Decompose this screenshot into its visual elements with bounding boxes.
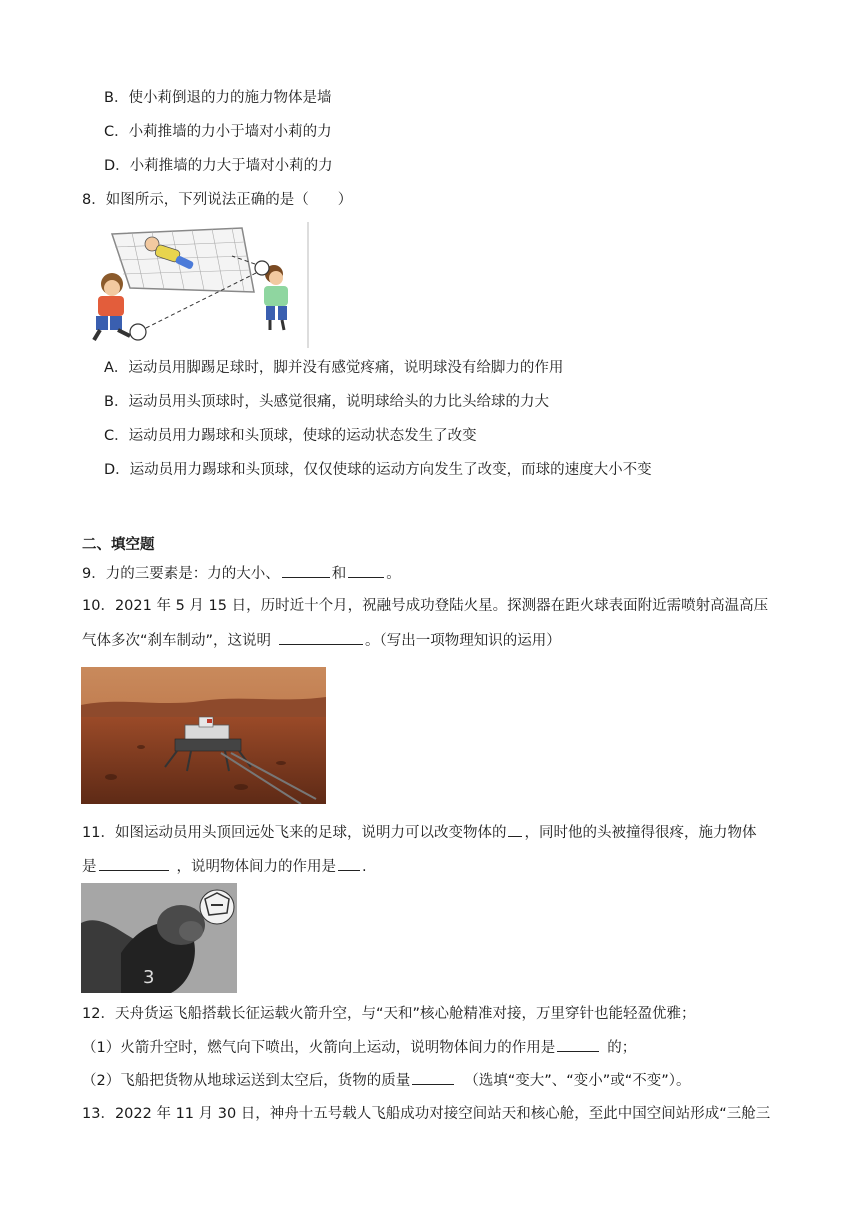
q8-option-b: B．运动员用头顶球时，头感觉很痛，说明球给头的力比头给球的力大	[104, 394, 549, 410]
q9-text-1: 9．力的三要素是：力的大小、	[82, 566, 280, 582]
q11-blank-3	[338, 856, 360, 871]
q9-text-2: 和	[331, 566, 347, 582]
q11-text-5: .	[362, 859, 367, 875]
q13-line-1: 13．2022 年 11 月 30 日，神舟十五号载人飞船成功对接空间站天和核心舱，至此中国空间站形成“三舱三	[82, 1106, 771, 1122]
q10-blank	[279, 630, 363, 645]
q7-option-d: D．小莉推墙的力大于墙对小莉的力	[104, 158, 333, 174]
q8-option-d: D．运动员用力踢球和头顶球，仅仅使球的运动方向发生了改变，而球的速度大小不变	[104, 462, 652, 478]
q8-option-c: C．运动员用力踢球和头顶球，使球的运动状态发生了改变	[104, 428, 477, 444]
q12-stem: 12．天舟货运飞船搭载长征运载火箭升空，与“天和”核心舱精准对接，万里穿针也能轻盈优雅；	[82, 1006, 696, 1022]
q9-text-3: 。	[386, 566, 401, 582]
q10-line-2	[82, 630, 561, 651]
q10-text-1: 气体多次“刹车制动”，这说明	[82, 633, 272, 649]
q11-blank-2	[99, 856, 169, 871]
q11-text-2: ，同时他的头被撞得很疼，施力物体	[524, 825, 757, 841]
q12-text-3: （2）飞船把货物从地球运送到太空后，货物的质量	[82, 1073, 411, 1089]
q7-option-c: C．小莉推墙的力小于墙对小莉的力	[104, 124, 332, 140]
q9-blank-1	[282, 563, 330, 578]
q12-blank-2	[412, 1070, 454, 1085]
q7-option-b: B．使小莉倒退的力的施力物体是墙	[104, 90, 332, 106]
q10-line-1: 10．2021 年 5 月 15 日，历时近十个月，祝融号成功登陆火星。探测器在距火球表面附近需喷射高温高压	[82, 598, 769, 614]
q9	[82, 563, 401, 584]
q12-text-2: 的；	[607, 1040, 637, 1056]
q8-option-a: A．运动员用脚踢足球时，脚并没有感觉疼痛，说明球没有给脚力的作用	[104, 360, 564, 376]
q12-text-1: （1）火箭升空时，燃气向下喷出，火箭向上运动，说明物体间力的作用是	[82, 1040, 556, 1056]
q9-blank-2	[348, 563, 384, 578]
q11-text-4: ，说明物体间力的作用是	[176, 859, 336, 875]
mars-lander-photo	[81, 667, 326, 804]
q10-text-2: 。（写出一项物理知识的运用）	[365, 633, 561, 649]
q12-blank-1	[557, 1037, 599, 1052]
q12-part-1	[82, 1037, 636, 1058]
q12-text-4: （选填“变大”、“变小”或“不变”）。	[464, 1073, 691, 1089]
soccer-figure	[82, 222, 310, 348]
q8-stem: 8．如图所示，下列说法正确的是（ ）	[82, 192, 353, 208]
section-heading: 二、填空题	[82, 537, 155, 553]
svg-text:3: 3	[143, 967, 155, 988]
q11-text-1: 11．如图运动员用头顶回远处飞来的足球，说明力可以改变物体的	[82, 825, 507, 841]
q11-line-1	[82, 822, 756, 843]
header-player-photo	[81, 883, 237, 993]
q11-blank-1	[508, 822, 522, 837]
q11-line-2	[82, 856, 367, 877]
q12-part-2	[82, 1070, 691, 1091]
q11-text-3: 是	[82, 859, 97, 875]
